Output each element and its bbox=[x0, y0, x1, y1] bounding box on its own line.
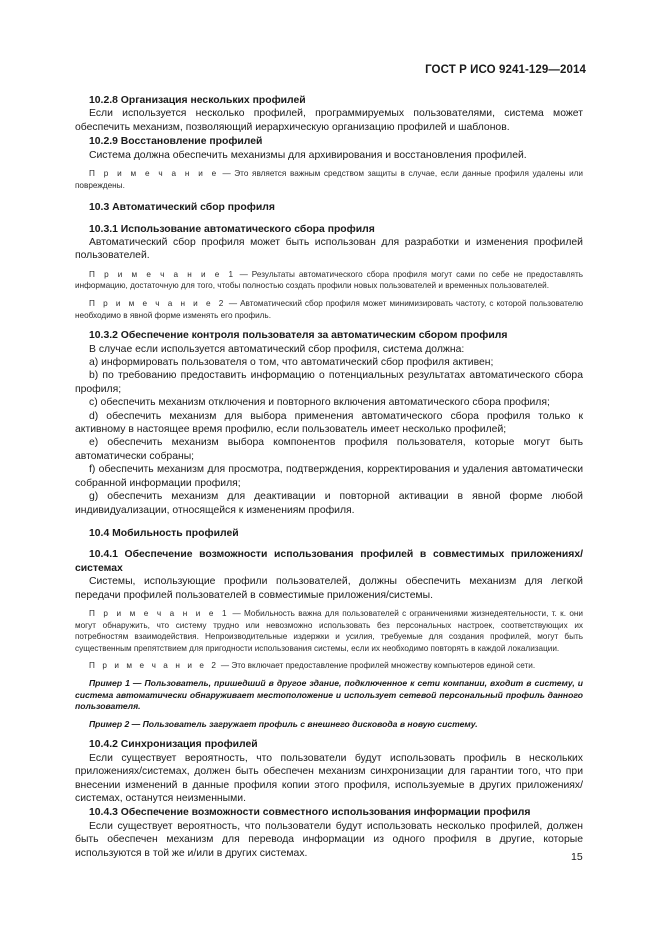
heading-10-2-9: 10.2.9 Восстановление профилей bbox=[89, 136, 263, 148]
note-label: П р и м е ч а н и е 2 bbox=[89, 661, 219, 671]
paragraph-10-4-2: Если существует вероятность, что пользователи будут использовать профиль в нескольких приложениях/системах, должен быть обеспечен механизм синхронизации для гарантии того, что при внесении изменений в данные профиля копии этого профиля, используемые в других приложениях/системах, останутся неизменными. bbox=[75, 752, 583, 804]
page-number: 15 bbox=[571, 851, 583, 863]
heading-10-3-1: 10.3.1 Использование автоматического сбора профиля bbox=[89, 223, 375, 235]
heading-10-4-2: 10.4.2 Синхронизация профилей bbox=[89, 739, 258, 751]
note-text: — Это является важным средством защиты в случае, если данные профиля удалены или повреждены. bbox=[75, 169, 583, 190]
heading-10-4: 10.4 Мобильность профилей bbox=[89, 527, 239, 539]
list-item: f) обеспечить механизм для просмотра, подтверждения, корректирования и удаления автоматически собранной информации профиля; bbox=[75, 464, 583, 489]
heading-10-4-3: 10.4.3 Обеспечение возможности совместного использования информации профиля bbox=[89, 807, 531, 819]
heading-10-3: 10.3 Автоматический сбор профиля bbox=[89, 202, 275, 214]
document-header: ГОСТ Р ИСО 9241-129—2014 bbox=[425, 64, 586, 76]
list-item: b) по требованию предоставить информацию о потенциальных результатах автоматического сбора профиля; bbox=[75, 370, 583, 395]
note-1-10-3-1 bbox=[75, 269, 583, 292]
document-body bbox=[75, 93, 583, 860]
heading-10-3-2: 10.3.2 Обеспечение контроля пользователя за автоматическим сбором профиля bbox=[89, 330, 508, 342]
list-item: d) обеспечить механизм для выбора применения автоматического сбора профиля только к активному в настоящее время профилю, если пользователь имеет несколько профилей; bbox=[75, 410, 583, 436]
example-2-10-4-1 bbox=[75, 719, 583, 731]
list-item: c) обеспечить механизм отключения и повторного включения автоматического сбора профиля; bbox=[89, 397, 550, 409]
paragraph-10-4-3: Если существует вероятность, что пользователи будут использовать несколько профилей, должен быть обеспечен механизм для перевода информации из одного профиля в другие, которые используются в той же и/или в других системах. bbox=[75, 820, 583, 859]
list-item: e) обеспечить механизм выбора компонентов профиля пользователя, которые могут быть автоматически собраны; bbox=[75, 437, 583, 462]
paragraph-10-2-8: Если используется несколько профилей, программируемых пользователями, система может обеспечить механизм, позволяющий иерархическую организацию профилей и шаблонов. bbox=[75, 108, 583, 133]
example-label: Пример 1 bbox=[89, 677, 130, 688]
paragraph-10-2-9: Система должна обеспечить механизмы для архивирования и восстановления профилей. bbox=[89, 149, 527, 161]
note-2-10-4-1 bbox=[75, 660, 583, 672]
note-text: — Это включает предоставление профилей множеству компьютеров единой сети. bbox=[218, 661, 536, 671]
example-label: Пример 2 bbox=[89, 718, 130, 729]
note-label: П р и м е ч а н и е 2 bbox=[89, 299, 226, 309]
note-1-10-4-1 bbox=[75, 608, 583, 654]
paragraph-10-4-1: Системы, использующие профили пользователей, должны обеспечить механизм для легкой передачи профилей пользователей в совместимые приложения/системы. bbox=[75, 576, 583, 601]
note-text: — Автоматический сбор профиля может минимизировать частоту, с которой пользователю необходимо в явной форме изменять его профиль. bbox=[75, 299, 583, 320]
paragraph-10-3-1: Автоматический сбор профиля может быть использован для разработки и изменения профилей пользователей. bbox=[75, 237, 583, 262]
heading-10-2-8: 10.2.8 Организация нескольких профилей bbox=[89, 95, 306, 106]
heading-10-4-1: 10.4.1 Обеспечение возможности использования профилей в совместимых приложениях/системах bbox=[75, 549, 583, 574]
example-text: — Пользователь, пришедший в другое здание, подключенное к сети компании, входит в систему, и система автоматически обнаруживает местоположение и использует сетевой персональный профиль данного пользователя. bbox=[75, 677, 584, 712]
note-label: П р и м е ч а н и е 1 bbox=[89, 269, 236, 279]
note-10-2-9 bbox=[75, 168, 583, 191]
note-label: П р и м е ч а н и е bbox=[89, 169, 219, 179]
paragraph-10-3-2: В случае если используется автоматический сбор профиля, система должна: bbox=[89, 343, 465, 355]
list-item: a) информировать пользователя о том, что автоматический сбор профиля активен; bbox=[89, 357, 494, 369]
note-text: — Результаты автоматического сбора профиля могут сами по себе не предоставлять информацию, достаточную для того, чтобы полностью создать профили новых пользователей и временных пользователей. bbox=[75, 269, 583, 291]
note-text: — Мобильность важна для пользователей с ограничениями жизнедеятельности, т. к. они могут обнаружить, что систему трудно или невозможно использовать без персональных настроек, соответствующих их потребностям взаимодействия. Непроизводительные издержки и усилия, требуемые для создания профилей, могут быть существенным препятствием для пригодности использования системы, если их необходимо повторять в каждой локализации. bbox=[75, 608, 583, 653]
example-text: — Пользователь загружает профиль с внешнего дисковода в новую систему. bbox=[129, 718, 478, 729]
list-item: g) обеспечить механизм для деактивации и повторной активации в явной форме любой индивидуализации, относящейся к изменениям профиля. bbox=[75, 491, 583, 516]
note-2-10-3-1 bbox=[75, 298, 583, 321]
example-1-10-4-1 bbox=[75, 678, 583, 713]
note-label: П р и м е ч а н и е 1 bbox=[89, 608, 230, 618]
